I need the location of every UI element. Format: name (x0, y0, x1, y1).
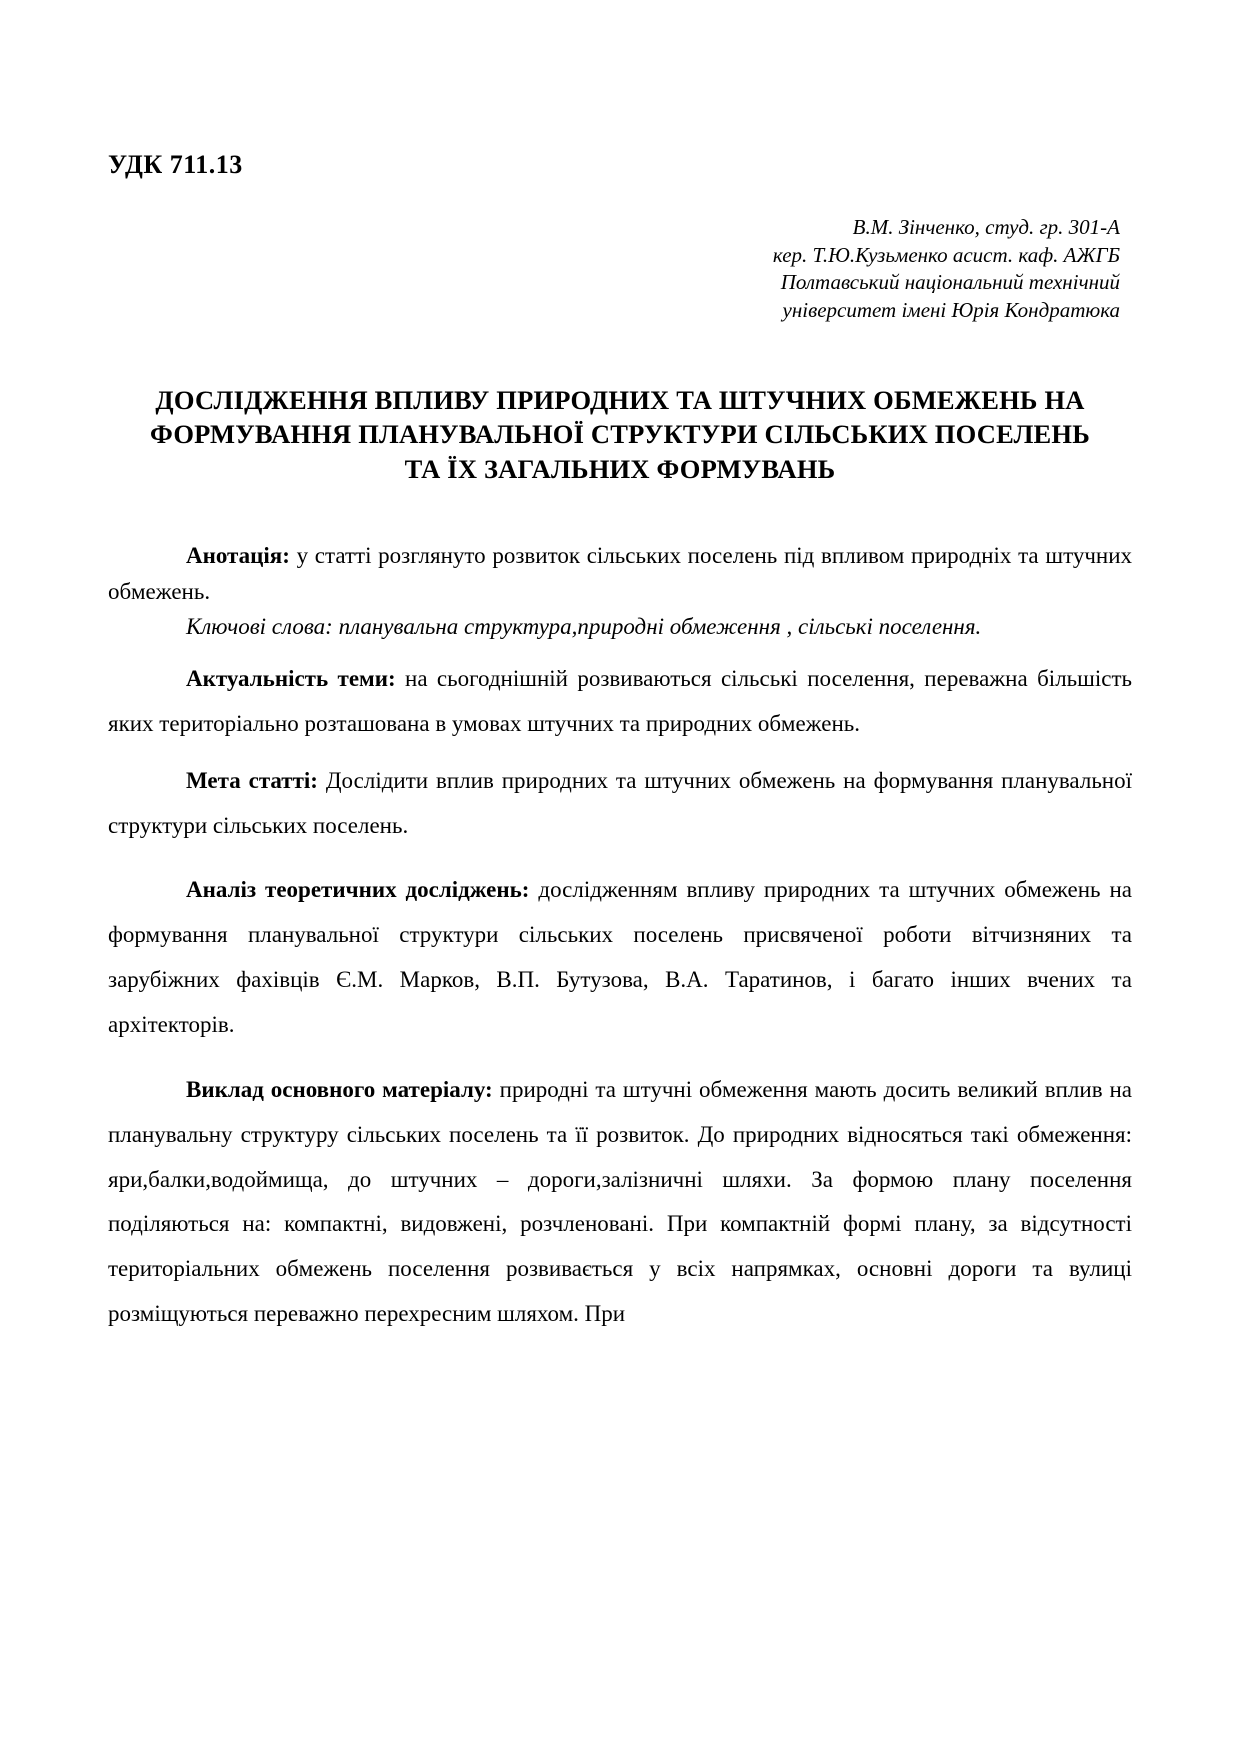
purpose-text: Дослідити вплив природних та штучних обмежень на формування планувальної структури сільських поселень. (108, 767, 1133, 838)
annotation-text: у статті розглянуто розвиток сільських поселень під впливом природніх та штучних обмежень. (108, 543, 1132, 604)
main-label: Виклад основного матеріалу: (186, 1076, 493, 1102)
relevance-text: на сьогоднішній розвиваються сільські поселення, переважна більшість яких територіально розташована в умовах штучних та природних обмежень. (108, 666, 1133, 736)
keywords-label: Ключові слова: (186, 614, 333, 640)
keywords-paragraph (108, 609, 1132, 645)
analysis-text: дослідженням впливу природних та штучних обмежень на формування планувальної структури сільських поселень присвяченої роботи вітчизняних та зарубіжних фахівців Є.М. Марков, В.П. Бутузова, В.А. Таратинов, і багато інших вчених та архітекторів. (108, 877, 1132, 1038)
main-paragraph (108, 1068, 1132, 1337)
purpose-label: Мета статті: (186, 767, 318, 793)
author-line-2: кер. Т.Ю.Кузьменко асист. каф. АЖГБ (772, 242, 1120, 267)
main-text: природні та штучні обмеження мають досить великий вплив на планувальну структуру сільських поселень та її розвиток. До природних відносяться такі обмеження: яри,балки,водоймища, до штучних – дороги,залізничні шляхи. За формою плану поселення поділяються на: компактні, видовжені, розчленовані. При компактній формі плану, за відсутності територіальних обмежень поселення розвивається у всіх напрямках, основні дороги та вулиці розміщуються переважно перехресним шляхом. При (108, 1076, 1132, 1327)
author-line-4: університет імені Юрія Кондратюка (782, 298, 1120, 323)
article-body (108, 538, 1132, 1337)
author-block (108, 214, 1120, 325)
relevance-label: Актуальність теми: (186, 666, 396, 692)
analysis-label: Аналіз теоретичних досліджень: (186, 877, 530, 903)
annotation-label: Анотація: (186, 543, 290, 569)
author-line-3: Полтавський національний технічний (780, 270, 1120, 295)
udk-code: УДК 711.13 (108, 150, 243, 179)
analysis-paragraph (108, 868, 1132, 1047)
author-line-1: В.М. Зінченко, студ. гр. 301-А (852, 215, 1120, 239)
page-title: ДОСЛІДЖЕННЯ ВПЛИВУ ПРИРОДНИХ ТА ШТУЧНИХ ОБМЕЖЕНЬ НА ФОРМУВАННЯ ПЛАНУВАЛЬНОЇ СТРУКТУРИ СІЛЬСЬКИХ ПОСЕЛЕНЬ ТА ЇХ ЗАГАЛЬНИХ ФОРМУВАНЬ (150, 384, 1090, 484)
purpose-paragraph (108, 759, 1132, 849)
annotation-paragraph (108, 538, 1132, 609)
relevance-paragraph (108, 657, 1132, 747)
keywords-text: планувальна структура,природні обмеження , сільські поселення. (332, 614, 982, 640)
